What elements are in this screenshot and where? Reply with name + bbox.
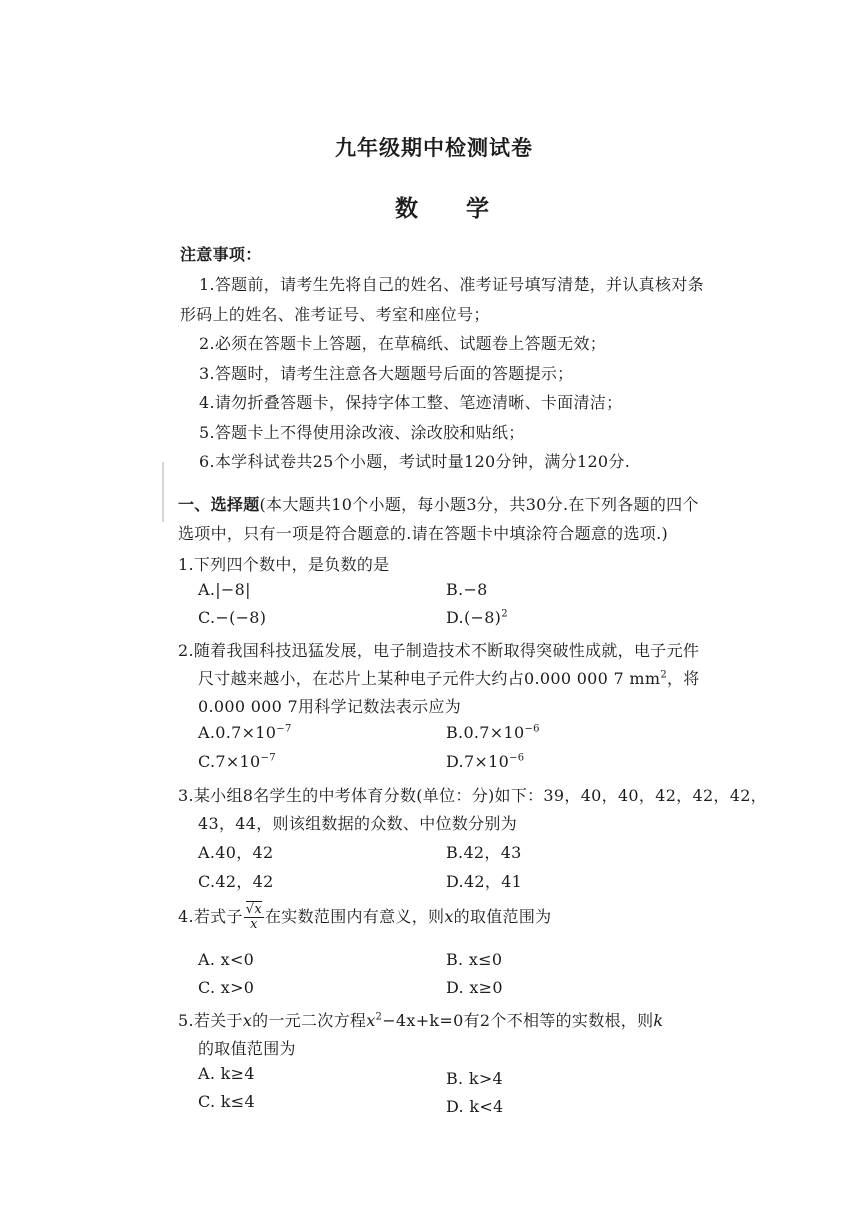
q4-option-b: B. x≤0 [446, 950, 503, 969]
notice-item-1: 1.答题前，请考生先将自己的姓名、准考证号填写清楚，并认真核对条 [199, 275, 704, 294]
notice-item-2: 2.必须在答题卡上答题，在草稿纸、试题卷上答题无效； [199, 334, 607, 353]
q4-option-c: C. x>0 [198, 978, 255, 997]
section-1-desc-line1: (本大题共10个小题，每小题3分，共30分.在下列各题的四个 [259, 495, 699, 514]
subject-title: 数 学 [394, 195, 509, 222]
q3-option-c: C.42，42 [198, 872, 274, 891]
notice-item-3: 3.答题时，请考生注意各大题题号后面的答题提示； [199, 364, 574, 383]
q1-stem: 1.下列四个数中，是负数的是 [178, 555, 390, 574]
notice-item-5: 5.答题卡上不得使用涂改液、涂改胶和贴纸； [199, 423, 525, 442]
q5-option-d: D. k<4 [446, 1097, 504, 1116]
q2-option-c: $C.7\times 10^{-7}$ [198, 752, 276, 771]
q5-option-b: B. k>4 [446, 1069, 504, 1088]
exam-title: 九年级期中检测试卷 [335, 135, 533, 160]
notice-item-6: 6.本学科试卷共25个小题，考试时量120分钟，满分120分. [199, 452, 631, 471]
section-1-header [178, 492, 699, 515]
q4-fraction: $\frac{√x}{x}$ [245, 902, 262, 932]
notice-heading: 注意事项： [180, 245, 262, 264]
q2-stem-line3: 0.000 000 7用科学记数法表示应为 [198, 697, 461, 716]
q3-option-a: A.40，42 [198, 843, 274, 862]
q1-option-c: C.−(−8) [198, 608, 267, 627]
q2-stem-line2: 尺寸越来越小，在芯片上某种电子元件大约占0.000 000 7 $mm^2$，将 [198, 669, 700, 688]
q5-stem-line1: 5.若关于x的一元二次方程$x^2-4x+k=0$有2个不相等的实数根，则k [178, 1011, 664, 1030]
notice-item-1-cont: 形码上的姓名、准考证号、考室和座位号； [180, 305, 490, 324]
q4-option-a: A. x<0 [198, 950, 255, 969]
section-1-title: 一、选择题 [178, 495, 260, 514]
q1-option-b: B.−8 [446, 580, 488, 599]
q2-stem-line1: 2.随着我国科技迅猛发展，电子制造技术不断取得突破性成就，电子元件 [178, 641, 700, 660]
notice-item-4: 4.请勿折叠答题卡，保持字体工整、笔迹清晰、卡面清洁； [199, 393, 623, 412]
q1-option-a: A.|−8| [198, 580, 251, 599]
q3-option-b: B.42，43 [446, 843, 522, 862]
q4-option-d: D. x≥0 [446, 978, 503, 997]
q2-option-a: $A.0.7\times 10^{-7}$ [198, 723, 292, 742]
scan-margin-mark [162, 462, 164, 522]
q5-option-a: A. k≥4 [198, 1064, 255, 1083]
q4-stem: 4.若式子 $\frac{√x}{x}$ 在实数范围内有意义，则x的取值范围为 [178, 902, 552, 932]
q3-option-d: D.42，41 [446, 872, 523, 891]
q3-stem-line1: 3.某小组8名学生的中考体育分数(单位：分)如下：39，40，40，42，42，42， [178, 786, 767, 805]
q5-option-c: C. k≤4 [198, 1092, 255, 1111]
q1-option-d: $D.(-8)^2$ [446, 608, 508, 627]
q3-stem-line2: 43，44，则该组数据的众数、中位数分别为 [198, 814, 518, 833]
q2-option-b: $B.0.7\times 10^{-6}$ [446, 723, 540, 742]
q2-option-d: $D.7\times 10^{-6}$ [446, 752, 525, 771]
section-1-desc-line2: 选项中，只有一项是符合题意的.请在答题卡中填涂符合题意的选项.) [178, 524, 669, 543]
q5-stem-line2: 的取值范围为 [198, 1039, 296, 1058]
